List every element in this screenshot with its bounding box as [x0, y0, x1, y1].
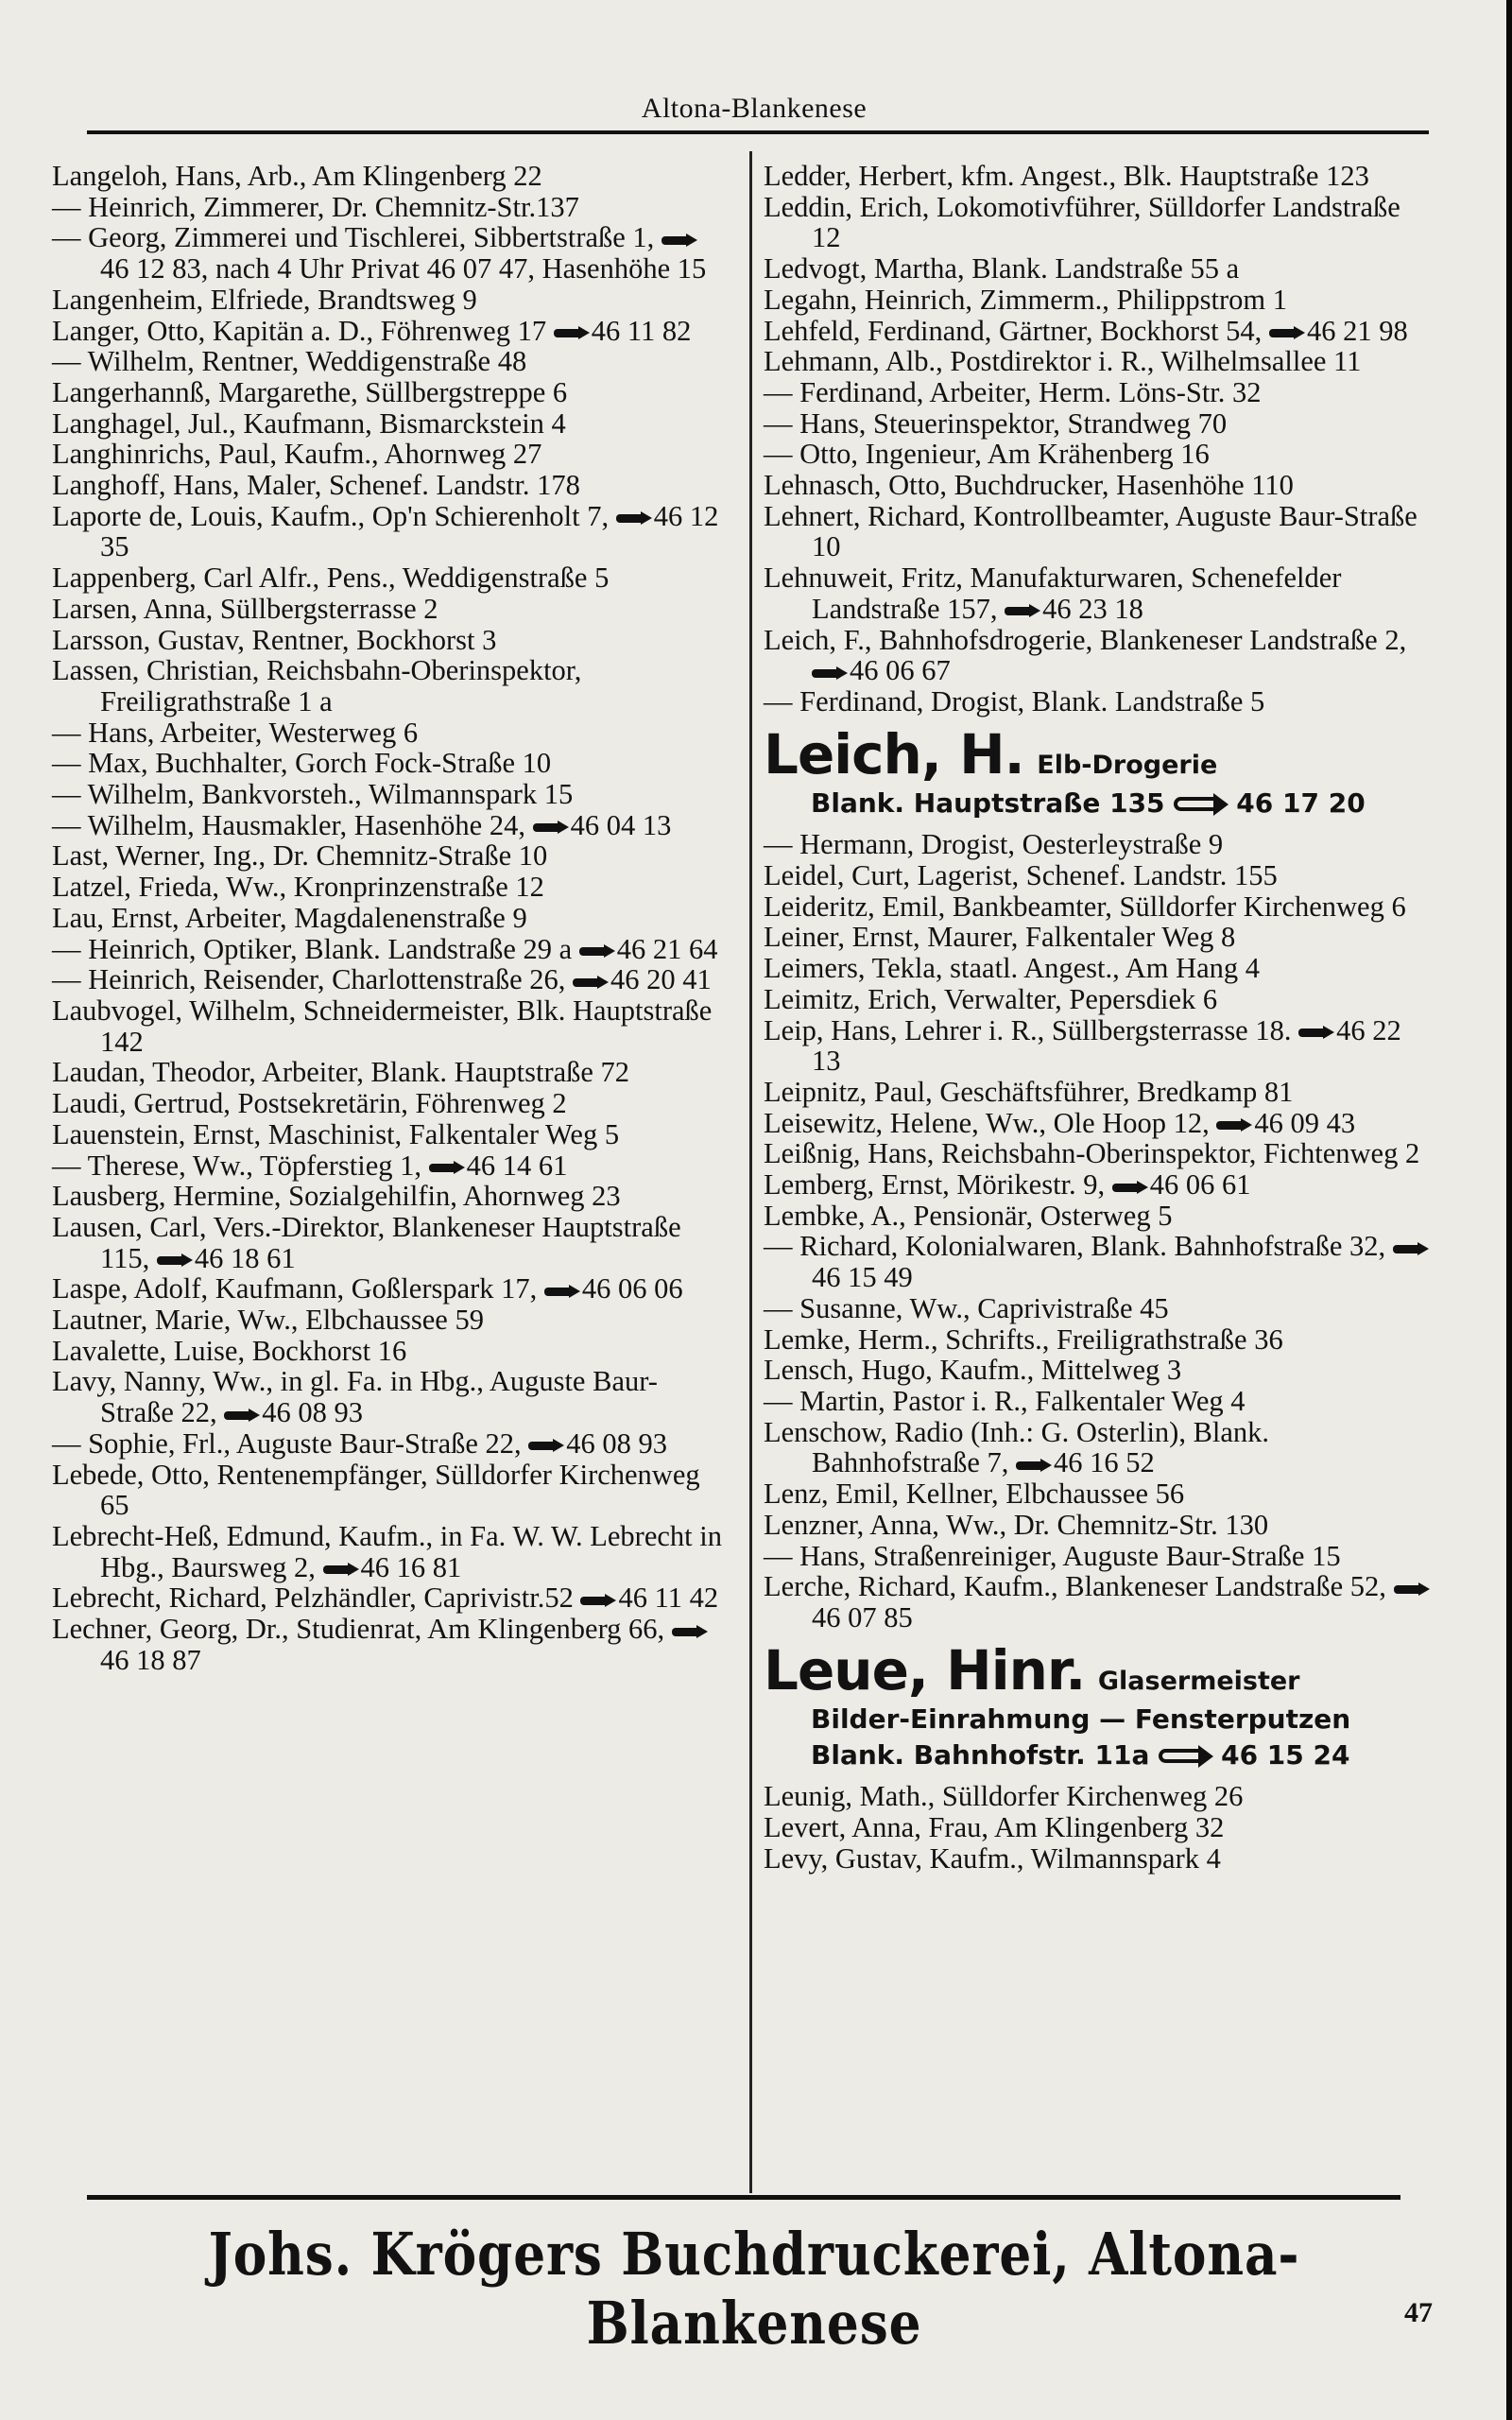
- directory-entry: [764, 1201, 1435, 1232]
- telephone-icon: [662, 233, 697, 248]
- directory-entry: [52, 903, 728, 934]
- entry-text: Ledvogt, Martha, Blank. Landstraße 55 a: [764, 252, 1240, 285]
- directory-entry: [764, 1417, 1435, 1478]
- entry-text: Lau, Ernst, Arbeiter, Magdalenenstraße 9: [52, 901, 527, 934]
- directory-entry: [764, 1169, 1435, 1201]
- telephone-icon: [544, 1285, 580, 1299]
- directory-entry: [764, 1843, 1435, 1875]
- entry-phone: 46 06 67: [850, 654, 951, 687]
- entry-text: Lauenstein, Ernst, Maschinist, Falkentaler Weg 5: [52, 1117, 620, 1150]
- entry-text: Larsson, Gustav, Rentner, Bockhorst 3: [52, 623, 497, 656]
- entry-text: — Ferdinand, Drogist, Blank. Landstraße 5: [764, 684, 1265, 717]
- entry-text: Ledder, Herbert, kfm. Angest., Blk. Hauptstraße 123: [764, 160, 1369, 192]
- telephone-icon: [429, 1161, 465, 1175]
- telephone-icon: [812, 666, 848, 681]
- directory-entry: [764, 984, 1435, 1015]
- entry-text: — Hans, Steuerinspektor, Strandweg 70: [764, 406, 1228, 440]
- directory-entry: [52, 1150, 728, 1182]
- entry-text: — Wilhelm, Hausmakler, Hasenhöhe 24,: [52, 808, 525, 841]
- ad-trade: Elb-Drogerie: [1037, 750, 1218, 780]
- left-column: [52, 161, 728, 1675]
- entry-text: Lemke, Herm., Schrifts., Freiligrathstraße 36: [764, 1322, 1283, 1356]
- advertisement-leue: [764, 1639, 1435, 1774]
- directory-entry: [52, 717, 728, 749]
- directory-entry: [52, 872, 728, 903]
- entry-text: Laudan, Theodor, Arbeiter, Blank. Hauptstraße 72: [52, 1056, 630, 1089]
- entry-text: — Georg, Zimmerei und Tischlerei, Sibbertstraße 1,: [52, 221, 655, 254]
- directory-entry: [764, 1571, 1435, 1633]
- entry-text: Leich, F., Bahnhofsdrogerie, Blankeneser Landstraße 2,: [764, 623, 1407, 656]
- telephone-icon: [1174, 793, 1228, 816]
- entry-text: — Wilhelm, Bankvorsteh., Wilmannspark 15: [52, 778, 574, 811]
- telephone-icon: [573, 976, 609, 990]
- entry-text: Lavy, Nanny, Ww., in gl. Fa. in Hbg., Auguste Baur-Straße 22,: [52, 1365, 658, 1429]
- printer-footer: Johs. Krögers Buchdruckerei, Altona-Blankenese: [208, 2220, 1300, 2358]
- entry-phone: 46 12 83: [100, 252, 201, 285]
- directory-entry: [52, 1428, 728, 1460]
- directory-entry: [52, 625, 728, 656]
- entry-text: Lappenberg, Carl Alfr., Pens., Weddigenstraße 5: [52, 562, 610, 595]
- directory-entry: [52, 934, 728, 965]
- entry-phone: 46 21 98: [1306, 314, 1408, 347]
- ad-phone: 46 17 20: [1236, 787, 1366, 820]
- right-column: [764, 161, 1435, 1874]
- entry-text: Langer, Otto, Kapitän a. D., Föhrenweg 17: [52, 314, 547, 347]
- ad-name: Leich, H.: [764, 721, 1024, 786]
- entry-text: Leimers, Tekla, staatl. Angest., Am Hang 4: [764, 952, 1261, 985]
- entry-text: — Richard, Kolonialwaren, Blank. Bahnhofstraße 32,: [764, 1230, 1386, 1263]
- directory-entry: [764, 860, 1435, 891]
- directory-entry: [52, 222, 728, 284]
- entry-text: Last, Werner, Ing., Dr. Chemnitz-Straße 10: [52, 839, 548, 873]
- entry-phone: 46 08 93: [262, 1396, 364, 1429]
- entry-phone: 46 07 85: [812, 1600, 913, 1634]
- directory-entry: [764, 1015, 1435, 1077]
- entry-text: Lehmann, Alb., Postdirektor i. R., Wilhelmsallee 11: [764, 345, 1362, 378]
- directory-entry: [764, 1355, 1435, 1386]
- directory-entry: [52, 408, 728, 440]
- directory-entry: [764, 1541, 1435, 1572]
- entry-text: Levy, Gustav, Kaufm., Wilmannspark 4: [764, 1841, 1221, 1875]
- entry-phone: 46 06 61: [1149, 1168, 1251, 1201]
- header-rule: [87, 130, 1429, 134]
- entry-text: Leideritz, Emil, Bankbeamter, Sülldorfer Kirchenweg 6: [764, 890, 1406, 923]
- entry-text: Lavalette, Luise, Bockhorst 16: [52, 1334, 407, 1367]
- directory-entry: [52, 316, 728, 347]
- entry-text: Lensch, Hugo, Kaufm., Mittelweg 3: [764, 1354, 1182, 1387]
- directory-entry: [764, 1510, 1435, 1541]
- telephone-icon: [1016, 1459, 1052, 1473]
- right-column-entries-a: [764, 161, 1435, 717]
- directory-entry: [764, 1293, 1435, 1324]
- entry-phone: 46 21 64: [616, 932, 718, 965]
- entry-text: — Max, Buchhalter, Gorch Fock-Straße 10: [52, 747, 552, 780]
- entry-text: Leißnig, Hans, Reichsbahn-Oberinspektor, Fichtenweg 2: [764, 1137, 1420, 1170]
- entry-phone: 46 08 93: [566, 1426, 668, 1460]
- right-column-entries-c: [764, 1781, 1435, 1874]
- directory-entry: [764, 192, 1435, 253]
- entry-phone: 46 18 87: [100, 1643, 201, 1676]
- entry-text: — Therese, Ww., Töpferstieg 1,: [52, 1149, 422, 1182]
- entry-phone: 46 18 61: [194, 1241, 296, 1274]
- telephone-icon: [579, 944, 615, 959]
- entry-text: Leddin, Erich, Lokomotivführer, Sülldorfer Landstraße 12: [764, 190, 1400, 254]
- directory-entry: [764, 1108, 1435, 1139]
- directory-entry: [52, 1119, 728, 1150]
- directory-entry: [52, 594, 728, 625]
- directory-entry: [52, 346, 728, 377]
- telephone-icon: [580, 1594, 616, 1608]
- entry-text: Laubvogel, Wilhelm, Schneidermeister, Blk. Hauptstraße 142: [52, 994, 713, 1058]
- directory-entry: [52, 1521, 728, 1582]
- advertisement-leich: [764, 723, 1435, 822]
- directory-entry: [52, 964, 728, 995]
- ad-trade: Glasermeister: [1097, 1666, 1300, 1696]
- entry-text: Larsen, Anna, Süllbergsterrasse 2: [52, 592, 438, 625]
- ad-address: Blank. Hauptstraße 135: [811, 787, 1165, 820]
- entry-text: Laudi, Gertrud, Postsekretärin, Föhrenweg 2: [52, 1087, 567, 1120]
- directory-entry: [52, 501, 728, 562]
- telephone-icon: [672, 1625, 708, 1639]
- entry-phone: 46 09 43: [1254, 1106, 1356, 1139]
- ad-address: Blank. Bahnhofstr. 11a: [811, 1739, 1150, 1772]
- directory-entry: [764, 1231, 1435, 1292]
- entry-text: — Susanne, Ww., Caprivistraße 45: [764, 1291, 1169, 1324]
- directory-entry: [764, 377, 1435, 408]
- entry-text: Lausen, Carl, Vers.-Direktor, Blankeneser Hauptstraße 115,: [52, 1210, 681, 1274]
- entry-phone: 46 23 18: [1042, 592, 1143, 625]
- entry-text: Lenz, Emil, Kellner, Elbchaussee 56: [764, 1478, 1185, 1511]
- ad-address-line: [764, 786, 1435, 821]
- entry-text: Langenheim, Elfriede, Brandtsweg 9: [52, 283, 477, 316]
- directory-entry: [764, 439, 1435, 470]
- directory-entry: [764, 253, 1435, 285]
- directory-entry: [52, 1614, 728, 1675]
- telephone-icon: [533, 821, 569, 835]
- right-column-entries-b: [764, 829, 1435, 1633]
- entry-text: Lassen, Christian, Reichsbahn-Oberinspektor, Freiligrathstraße 1 a: [52, 654, 582, 717]
- directory-entry: [764, 501, 1435, 562]
- entry-phone: 46 20 41: [610, 963, 712, 996]
- entry-text: Levert, Anna, Frau, Am Klingenberg 32: [764, 1811, 1225, 1844]
- entry-text: Leipnitz, Paul, Geschäftsführer, Bredkamp 81: [764, 1075, 1294, 1108]
- entry-text: Leidel, Curt, Lagerist, Schenef. Landstr. 155: [764, 859, 1278, 892]
- directory-entry: [764, 562, 1435, 624]
- entry-text: Laporte de, Louis, Kaufm., Op'n Schierenholt 7,: [52, 499, 610, 532]
- entry-text: Lehnert, Richard, Kontrollbeamter, Auguste Baur-Straße 10: [764, 499, 1418, 563]
- entry-phone: 46 16 81: [360, 1550, 462, 1583]
- directory-entry: [764, 1478, 1435, 1510]
- entry-text: Lemberg, Ernst, Mörikestr. 9,: [764, 1168, 1106, 1201]
- telephone-icon: [157, 1253, 193, 1268]
- directory-entry: [764, 686, 1435, 717]
- entry-text: — Otto, Ingenieur, Am Krähenberg 16: [764, 438, 1210, 471]
- directory-entry: [52, 1181, 728, 1212]
- entry-phone: 46 14 61: [466, 1149, 568, 1182]
- entry-text: — Sophie, Frl., Auguste Baur-Straße 22,: [52, 1426, 522, 1460]
- telephone-icon: [1394, 1582, 1430, 1597]
- entry-text: Leimitz, Erich, Verwalter, Pepersdiek 6: [764, 982, 1218, 1015]
- directory-entry: [764, 1077, 1435, 1108]
- telephone-icon: [323, 1563, 359, 1577]
- entry-text: Leiner, Ernst, Maurer, Falkentaler Weg 8: [764, 921, 1236, 954]
- footer-rule: [87, 2195, 1400, 2200]
- directory-entry: [52, 1057, 728, 1088]
- entry-text: Lerche, Richard, Kaufm., Blankeneser Landstraße 52,: [764, 1570, 1386, 1603]
- directory-entry: [52, 439, 728, 470]
- entry-text: Lausberg, Hermine, Sozialgehilfin, Ahornweg 23: [52, 1180, 621, 1213]
- page-edge-shadow: [1506, 0, 1512, 2420]
- directory-entry: [52, 1273, 728, 1305]
- directory-entry: [764, 953, 1435, 984]
- directory-entry: [764, 1812, 1435, 1843]
- directory-entry: [52, 470, 728, 501]
- entry-phone: 46 11 42: [618, 1582, 719, 1615]
- telephone-icon: [1298, 1026, 1334, 1040]
- telephone-icon: [1005, 604, 1040, 618]
- telephone-icon: [1269, 326, 1305, 340]
- directory-entry: [52, 655, 728, 717]
- entry-text: Lebrecht-Heß, Edmund, Kaufm., in Fa. W. W. Lebrecht in Hbg., Baursweg 2,: [52, 1519, 722, 1583]
- directory-entry: [52, 1460, 728, 1521]
- entry-text: Leunig, Math., Sülldorfer Kirchenweg 26: [764, 1780, 1244, 1813]
- entry-text: Lenzner, Anna, Ww., Dr. Chemnitz-Str. 130: [764, 1508, 1269, 1541]
- directory-entry: [764, 470, 1435, 501]
- telephone-icon: [1112, 1181, 1148, 1195]
- directory-entry: [52, 995, 728, 1057]
- directory-entry: [764, 1138, 1435, 1169]
- directory-entry: [764, 1324, 1435, 1356]
- entry-text: Lenschow, Radio (Inh.: G. Osterlin), Blank. Bahnhofstraße 7,: [764, 1415, 1270, 1479]
- entry-text: Langerhannß, Margarethe, Süllbergstreppe 6: [52, 375, 568, 408]
- directory-entry: [52, 748, 728, 779]
- entry-phone: 46 22 13: [812, 1013, 1401, 1078]
- entry-text: — Heinrich, Optiker, Blank. Landstraße 29 a: [52, 932, 573, 965]
- directory-entry: [764, 829, 1435, 860]
- telephone-icon: [1159, 1745, 1213, 1768]
- entry-text: — Hermann, Drogist, Oesterleystraße 9: [764, 828, 1224, 861]
- directory-entry: [764, 408, 1435, 440]
- entry-text: Langeloh, Hans, Arb., Am Klingenberg 22: [52, 160, 542, 192]
- telephone-icon: [554, 326, 590, 340]
- directory-entry: [52, 161, 728, 192]
- entry-text: Lehnasch, Otto, Buchdrucker, Hasenhöhe 110: [764, 469, 1294, 502]
- telephone-icon: [224, 1409, 260, 1423]
- entry-text: Leisewitz, Helene, Ww., Ole Hoop 12,: [764, 1106, 1210, 1139]
- telephone-icon: [1216, 1118, 1252, 1132]
- directory-entry: [764, 316, 1435, 347]
- entry-phone: 46 06 06: [581, 1272, 683, 1305]
- telephone-icon: [616, 511, 652, 526]
- directory-entry: [52, 1305, 728, 1336]
- directory-entry: [52, 810, 728, 841]
- ad-name: Leue, Hinr.: [764, 1637, 1086, 1703]
- directory-entry: [764, 285, 1435, 316]
- entry-text: Langhinrichs, Paul, Kaufm., Ahornweg 27: [52, 438, 542, 471]
- entry-text: Lebede, Otto, Rentenempfänger, Sülldorfer Kirchenweg 65: [52, 1458, 700, 1522]
- telephone-icon: [1393, 1242, 1429, 1256]
- entry-text: — Wilhelm, Rentner, Weddigenstraße 48: [52, 345, 527, 378]
- entry-text: Lautner, Marie, Ww., Elbchaussee 59: [52, 1304, 484, 1337]
- ad-phone: 46 15 24: [1221, 1739, 1350, 1772]
- directory-entry: [764, 346, 1435, 377]
- entry-phone: 46 15 49: [812, 1261, 913, 1294]
- directory-entry: [764, 891, 1435, 923]
- entry-text: — Martin, Pastor i. R., Falkentaler Weg 4: [764, 1385, 1246, 1417]
- directory-entry: [764, 1781, 1435, 1812]
- entry-text: — Hans, Arbeiter, Westerweg 6: [52, 716, 419, 749]
- directory-entry: [52, 1088, 728, 1119]
- entry-phone: 46 12 35: [100, 499, 719, 563]
- entry-text: Laspe, Adolf, Kaufmann, Goßlerspark 17,: [52, 1272, 538, 1305]
- entry-text: Lehnuweit, Fritz, Manufakturwaren, Schenefelder Landstraße 157,: [764, 562, 1342, 625]
- directory-entry: [52, 779, 728, 810]
- directory-entry: [52, 192, 728, 223]
- entry-text-after: , nach 4 Uhr Privat 46 07 47, Hasenhöhe 15: [200, 252, 707, 285]
- entry-text: — Ferdinand, Arbeiter, Herm. Löns-Str. 32: [764, 375, 1262, 408]
- directory-entry: [764, 1386, 1435, 1417]
- running-header: Altona-Blankenese: [641, 93, 868, 124]
- column-divider: [749, 151, 752, 2193]
- entry-text: Lehfeld, Ferdinand, Gärtner, Bockhorst 54,: [764, 314, 1263, 347]
- entry-text: Langhagel, Jul., Kaufmann, Bismarckstein 4: [52, 406, 566, 440]
- directory-entry: [764, 161, 1435, 192]
- directory-entry: [764, 922, 1435, 953]
- entry-text: Langhoff, Hans, Maler, Schenef. Landstr. 178: [52, 469, 580, 502]
- entry-text: Lebrecht, Richard, Pelzhändler, Caprivistr.52: [52, 1582, 574, 1615]
- entry-text: — Hans, Straßenreiniger, Auguste Baur-Straße 15: [764, 1539, 1341, 1572]
- directory-entry: [52, 1336, 728, 1367]
- ad-address-line: [764, 1737, 1435, 1773]
- entry-phone: 46 16 52: [1054, 1446, 1155, 1479]
- directory-entry: [52, 1366, 728, 1427]
- entry-text: — Heinrich, Zimmerer, Dr. Chemnitz-Str.137: [52, 190, 579, 223]
- directory-entry: [52, 562, 728, 594]
- directory-entry: [52, 1582, 728, 1614]
- entry-text: Legahn, Heinrich, Zimmerm., Philippstrom 1: [764, 283, 1287, 316]
- telephone-icon: [528, 1439, 564, 1453]
- entry-text: Leip, Hans, Lehrer i. R., Süllbergsterrasse 18.: [764, 1013, 1292, 1046]
- entry-text: Lechner, Georg, Dr., Studienrat, Am Klingenberg 66,: [52, 1613, 665, 1646]
- directory-entry: [52, 285, 728, 316]
- entry-text: — Heinrich, Reisender, Charlottenstraße 26,: [52, 963, 566, 996]
- directory-entry: [764, 625, 1435, 686]
- entry-text: Latzel, Frieda, Ww., Kronprinzenstraße 12: [52, 871, 544, 904]
- entry-phone: 46 04 13: [570, 808, 672, 841]
- ad-services: Bilder-Einrahmung — Fensterputzen: [811, 1703, 1351, 1736]
- directory-entry: [52, 1212, 728, 1273]
- directory-entry: [52, 377, 728, 408]
- entry-phone: 46 11 82: [591, 314, 692, 347]
- entry-text: Lembke, A., Pensionär, Osterweg 5: [764, 1199, 1173, 1232]
- directory-entry: [52, 840, 728, 872]
- page-number: 47: [1404, 2297, 1433, 2328]
